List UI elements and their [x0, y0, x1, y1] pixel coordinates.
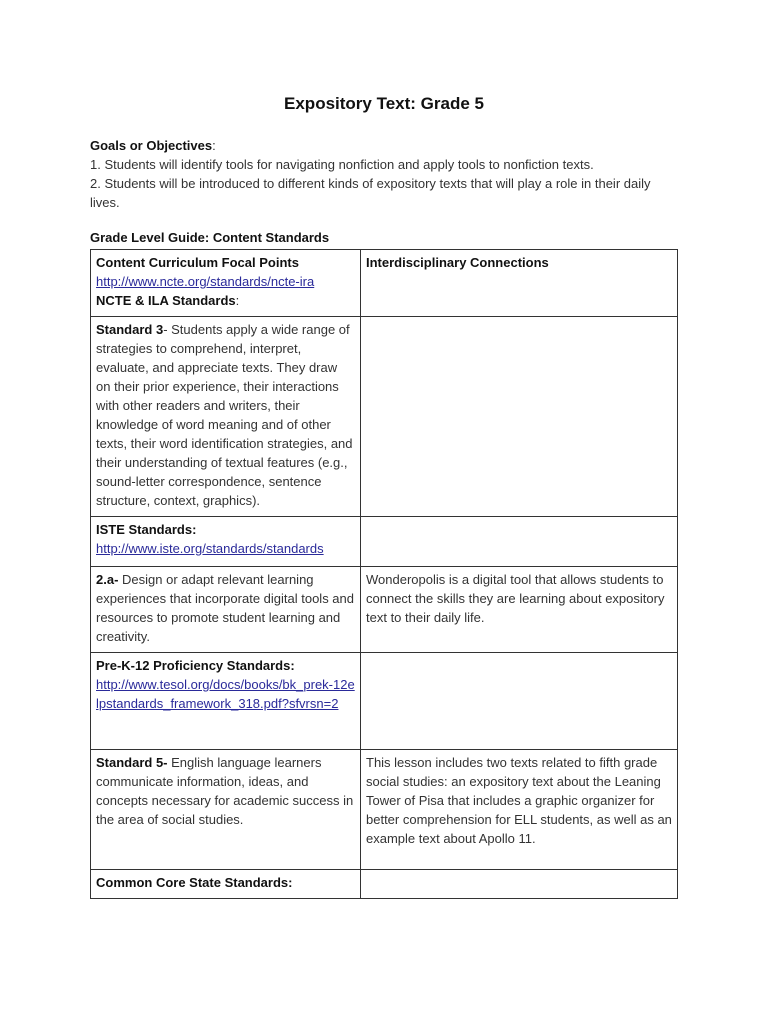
standard-text: - Students apply a wide range of strategies to comprehend, interpret, evaluate, and appreciate texts. They draw on their prior experience, their interactions with other readers and writers, their knowledge of word meaning and of other texts, their word identification strategies, and their understanding of textual features (e.g., sound-letter correspondence, sentence structure, context, graphics).	[96, 322, 353, 508]
tesol-heading: Pre-K-12 Proficiency Standards:	[96, 658, 295, 673]
table-cell	[91, 653, 361, 750]
iste-link[interactable]: http://www.iste.org/standards/standards	[96, 541, 324, 556]
table-row	[91, 870, 678, 899]
table-row	[91, 653, 678, 750]
table-row	[91, 317, 678, 517]
table-row	[91, 750, 678, 870]
standards-table	[90, 249, 678, 899]
table-cell	[361, 250, 678, 317]
guide-heading: Grade Level Guide: Content Standards	[90, 230, 330, 245]
standard-label: Standard 3	[96, 322, 164, 337]
table-row	[91, 567, 678, 653]
connection-text: Wonderopolis is a digital tool that allows students to connect the skills they are learning about expository text to their daily life.	[366, 572, 665, 625]
page-title: Expository Text: Grade 5	[284, 94, 484, 113]
standard-text: English language learners communicate information, ideas, and concepts necessary for academic success in the area of social studies.	[96, 755, 354, 827]
focal-points-heading: Content Curriculum Focal Points	[96, 255, 299, 270]
goals-section	[90, 136, 680, 212]
goals-heading: Goals or Objectives	[90, 138, 213, 153]
common-core-heading: Common Core State Standards:	[96, 875, 293, 890]
colon: :	[212, 138, 216, 153]
standard-label: 2.a-	[96, 572, 119, 587]
tesol-link[interactable]: http://www.tesol.org/docs/books/bk_prek-12elpstandards_framework_318.pdf?sfvrsn=2	[96, 677, 355, 711]
ncte-heading: NCTE & ILA Standards	[96, 293, 236, 308]
table-cell	[361, 653, 678, 750]
connections-heading: Interdisciplinary Connections	[366, 255, 549, 270]
goal-item: 2. Students will be introduced to different kinds of expository texts that will play a role in their daily lives.	[90, 176, 651, 210]
table-cell	[361, 317, 678, 517]
colon: :	[235, 293, 240, 308]
table-cell	[91, 317, 361, 517]
table-cell	[361, 567, 678, 653]
table-row	[91, 517, 678, 567]
ncte-link[interactable]: http://www.ncte.org/standards/ncte-ira	[96, 274, 315, 289]
table-cell	[91, 750, 361, 870]
table-cell	[91, 567, 361, 653]
connection-text: This lesson includes two texts related to fifth grade social studies: an expository text about the Leaning Tower of Pisa that includes a graphic organizer for better comprehension for ELL students, as well as an example text about Apollo 11.	[366, 755, 672, 846]
table-cell	[361, 750, 678, 870]
table-cell	[91, 870, 361, 899]
table-cell	[361, 517, 678, 567]
table-row	[91, 250, 678, 317]
table-cell	[91, 250, 361, 317]
standard-text: Design or adapt relevant learning experiences that incorporate digital tools and resources to promote student learning and creativity.	[96, 572, 354, 644]
standard-label: Standard 5-	[96, 755, 168, 770]
table-cell	[361, 870, 678, 899]
table-cell	[91, 517, 361, 567]
goal-item: 1. Students will identify tools for navigating nonfiction and apply tools to nonfiction texts.	[90, 157, 594, 172]
iste-heading: ISTE Standards:	[96, 522, 197, 537]
